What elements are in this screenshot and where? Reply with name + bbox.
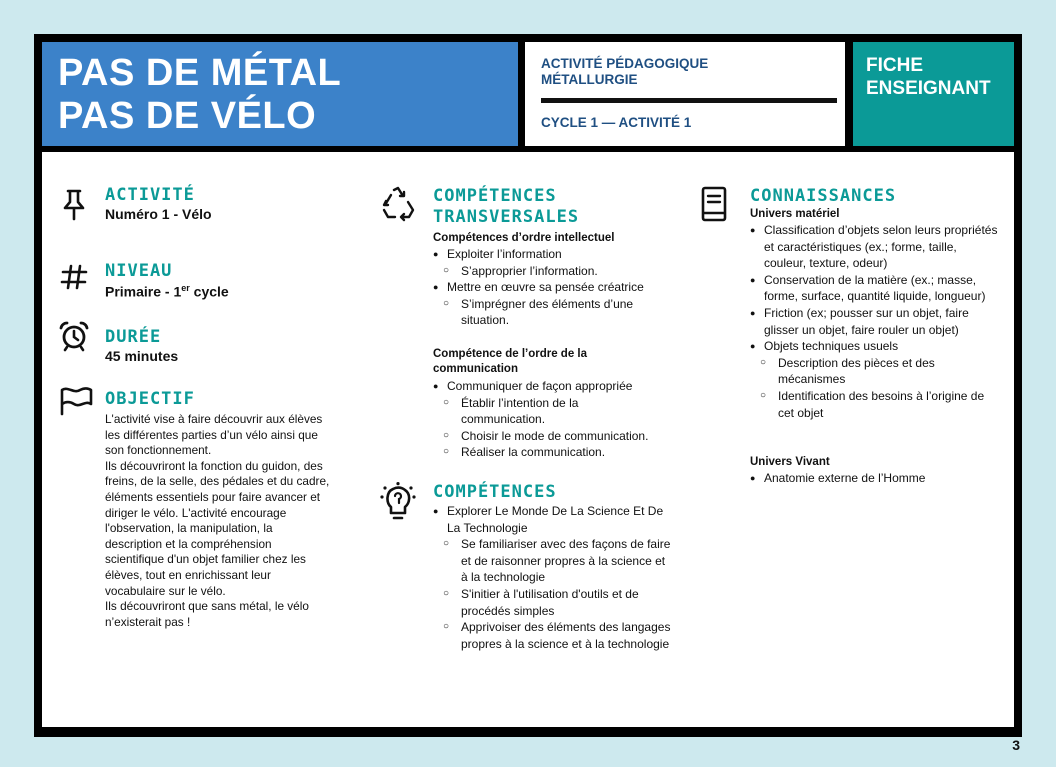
- objectif-line: l'observation, la manipulation, la: [105, 521, 273, 536]
- lightbulb-icon: [380, 482, 416, 522]
- ct-heading-line-1: COMPÉTENCES: [433, 186, 557, 206]
- objectif-line: n’existerait pas !: [105, 614, 191, 629]
- list-item: ○ Se familiariser avec des façons de faire et de raisonner propres à la science et à la technologie: [433, 536, 673, 586]
- list-item: ● Explorer Le Monde De La Science Et De La Technologie: [433, 503, 673, 536]
- niveau-value-sup: er: [181, 283, 190, 293]
- title-line-1: PAS DE MÉTAL: [58, 52, 342, 94]
- niveau-heading: NIVEAU: [105, 261, 173, 281]
- connaissances-group1-list: [750, 222, 1000, 421]
- objectif-line: freins, de la selle, des pédales et du cadre,: [105, 474, 330, 489]
- list-item: ● Mettre en œuvre sa pensée créatrice: [433, 279, 693, 296]
- title-line-2: PAS DE VÉLO: [58, 95, 317, 137]
- objectif-line: les différentes parties d’un vélo ainsi que: [105, 427, 318, 442]
- list-item: ○ Description des pièces et des mécanismes: [750, 355, 978, 388]
- fiche-label: [866, 54, 991, 100]
- objectif-line: L'activité vise à faire découvrir aux élèves: [105, 412, 323, 426]
- flag-icon: [58, 386, 94, 416]
- list-item: ● Communiquer de façon appropriée: [433, 378, 693, 395]
- pushpin-icon: [60, 188, 88, 222]
- competences-list: [433, 503, 673, 652]
- objectif-line: élèves, tout en enrichissant leur: [105, 567, 271, 582]
- list-item: ○ Choisir le mode de communication.: [433, 428, 693, 445]
- recycle-icon: [380, 186, 416, 222]
- activite-heading: ACTIVITÉ: [105, 185, 195, 205]
- book-icon: [700, 186, 728, 222]
- niveau-value-suffix: cycle: [189, 283, 229, 300]
- subtitle-line-1: ACTIVITÉ PÉDAGOGIQUE: [541, 56, 709, 71]
- ct-group2-title-line-2: communication: [433, 363, 518, 375]
- list-item: ○ S'initier à l'utilisation d'outils et de procédés simples: [433, 586, 673, 619]
- list-item: ○ Réaliser la communication.: [433, 444, 693, 461]
- competences-transversales-heading: [433, 186, 579, 228]
- objectif-line: vocabulaire sur le vélo.: [105, 583, 226, 598]
- ct-group2-list: [433, 378, 693, 461]
- list-item: ○ Établir l’intention de la communication.: [433, 395, 641, 428]
- objectif-line: scientifique d'un objet familier chez les: [105, 552, 306, 567]
- list-item: ● Exploiter l’information: [433, 246, 693, 263]
- objectif-line: éléments essentiels pour faire avancer et: [105, 489, 321, 504]
- connaissances-group1-title: Univers matériel: [750, 208, 840, 220]
- list-item: ● Friction (ex; pousser sur un objet, faire glisser un objet, faire rouler un objet): [750, 305, 1000, 338]
- ct-group2-title-line-1: Compétence de l’ordre de la: [433, 348, 588, 360]
- list-item: ○ S’approprier l’information.: [433, 263, 693, 280]
- competences-heading: COMPÉTENCES: [433, 482, 557, 502]
- ct-group2-title: [433, 347, 587, 377]
- fiche-line-2: ENSEIGNANT: [866, 78, 991, 99]
- list-item: ● Classification d’objets selon leurs propriétés et caractéristiques (ex.; forme, taille, couleur, texture, odeur): [750, 222, 1000, 272]
- subtitle-line-2: MÉTALLURGIE: [541, 72, 638, 87]
- alarm-clock-icon: [58, 320, 90, 352]
- connaissances-heading: CONNAISSANCES: [750, 186, 897, 206]
- list-item: ● Objets techniques usuels: [750, 338, 1000, 355]
- list-item: ○ Identification des besoins à l’origine de cet objet: [750, 388, 1000, 421]
- page-number: 3: [1012, 737, 1020, 753]
- cycle-label: CYCLE 1 — ACTIVITÉ 1: [541, 115, 692, 130]
- niveau-value-prefix: Primaire - 1: [105, 283, 182, 300]
- ct-group1-title: Compétences d’ordre intellectuel: [433, 232, 615, 244]
- hashtag-icon: [60, 264, 88, 290]
- connaissances-group2-title: Univers Vivant: [750, 456, 830, 468]
- objectif-line: diriger le vélo. L'activité encourage: [105, 505, 287, 520]
- objectif-text: [105, 412, 365, 630]
- list-item: ○ Apprivoiser des éléments des langages propres à la science et à la technologie: [433, 619, 673, 652]
- duree-value: 45 minutes: [105, 348, 179, 364]
- activite-value: Numéro 1 - Vélo: [105, 206, 212, 222]
- ct-group1-list: [433, 246, 693, 329]
- list-item: ○ S’imprégner des éléments d’une situation.: [433, 296, 671, 329]
- subtitle-divider: [541, 98, 837, 103]
- fiche-line-1: FICHE: [866, 55, 923, 76]
- objectif-line: son fonctionnement.: [105, 443, 212, 458]
- connaissances-group2-list: [750, 470, 1000, 487]
- list-item: ● Anatomie externe de l’Homme: [750, 470, 1000, 487]
- list-item: ● Conservation de la matière (ex.; masse, forme, surface, quantité liquide, longueur): [750, 272, 1000, 305]
- subtitle: [541, 56, 708, 88]
- objectif-line: Ils découvriront la fonction du guidon, des: [105, 458, 323, 473]
- niveau-value: [105, 283, 229, 300]
- duree-heading: DURÉE: [105, 327, 162, 347]
- objectif-line: description et la compréhension: [105, 536, 272, 551]
- ct-heading-line-2: TRANSVERSALES: [433, 207, 580, 227]
- objectif-heading: OBJECTIF: [105, 389, 195, 409]
- objectif-line: Ils découvriront que sans métal, le vélo: [105, 599, 309, 614]
